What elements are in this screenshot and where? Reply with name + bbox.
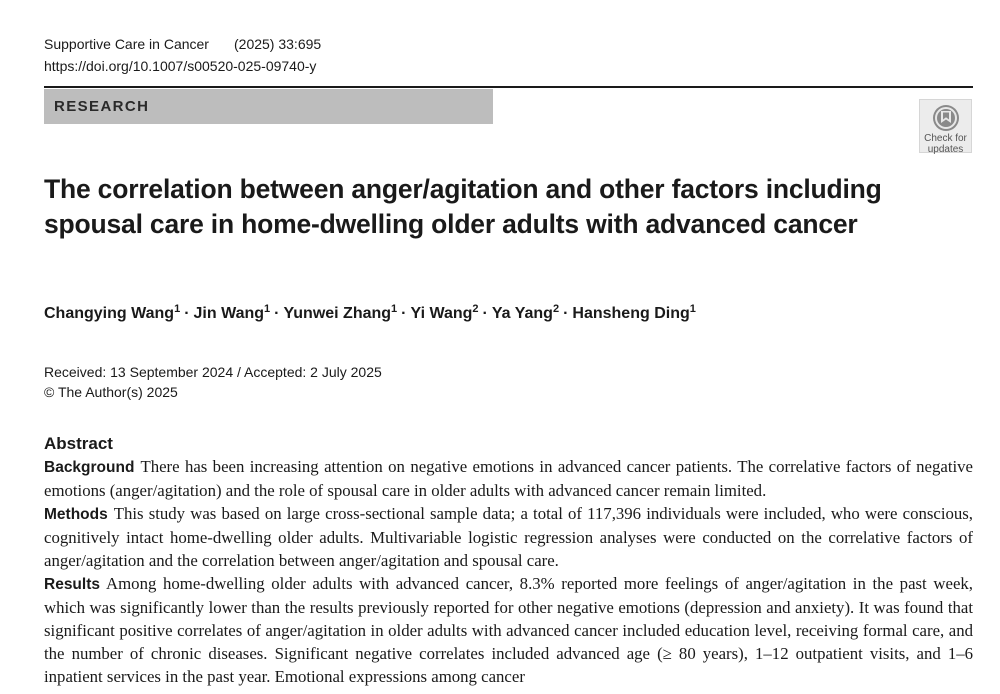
author-list <box>44 305 696 323</box>
check-for-updates-line2: updates <box>927 144 964 155</box>
author-separator: · <box>482 305 488 322</box>
abstract-background-label: Background <box>44 459 135 476</box>
author-name[interactable]: Yi Wang <box>410 305 473 322</box>
doi-link[interactable]: https://doi.org/10.1007/s00520-025-09740-y <box>44 58 317 74</box>
journal-name: Supportive Care in Cancer <box>44 36 209 52</box>
author-separator: · <box>563 305 569 322</box>
abstract-methods-label: Methods <box>44 506 108 523</box>
author-separator: · <box>184 305 190 322</box>
publication-dates <box>44 362 382 402</box>
author-separator: · <box>274 305 280 322</box>
abstract-background <box>44 455 973 502</box>
check-for-updates-line1: Check for <box>924 133 967 144</box>
abstract <box>44 433 973 688</box>
author-affiliation[interactable]: 1 <box>391 303 398 315</box>
author-affiliation[interactable]: 2 <box>552 303 560 315</box>
abstract-results <box>44 572 973 688</box>
author-name[interactable]: Changying Wang <box>44 305 175 322</box>
received-accepted-dates: Received: 13 September 2024 / Accepted: 2 July 2025 <box>44 364 382 380</box>
abstract-background-text: There has been increasing attention on negative emotions in advanced cancer patients. The correlative factors of negative emotions (anger/agitation) and the role of spousal care in older adults with advanced cancer remain limited. <box>44 457 973 500</box>
article-title: The correlation between anger/agitation and other factors including spousal care in home-dwelling older adults with advanced cancer <box>44 174 882 239</box>
header-rule <box>44 86 973 88</box>
author-affiliation[interactable]: 1 <box>689 303 696 315</box>
author-name[interactable]: Ya Yang <box>491 305 553 322</box>
abstract-results-label: Results <box>44 576 100 593</box>
abstract-results-text: Among home-dwelling older adults with advanced cancer, 8.3% reported more feelings of anger/agitation in the past week, which was significantly lower than the results previously reported for other negative emotions (depression and anxiety). It was found that significant positive correlates of anger/agitation in older adults with advanced cancer included education level, receiving formal care, and the number of chronic diseases. Significant negative correlates included advanced age (≥ 80 years), 1–12 outpatient visits, and 1–6 inpatient services in the past year. Emotional expressions among cancer <box>44 574 973 686</box>
author-affiliation[interactable]: 1 <box>264 303 271 315</box>
author-separator: · <box>401 305 407 322</box>
author-affiliation[interactable]: 1 <box>174 303 181 315</box>
abstract-methods-text: This study was based on large cross-sectional sample data; a total of 117,396 individuals were included, who were conscious, cognitively intact home-dwelling older adults. Multivariable logistic regression analyses were conducted on the correlative factors of anger/agitation and the correlation between anger/agitation and spousal care. <box>44 504 973 570</box>
check-for-updates-badge[interactable] <box>919 99 972 153</box>
copyright-notice: © The Author(s) 2025 <box>44 384 178 400</box>
citation: (2025) 33:695 <box>234 36 322 52</box>
article-type-band <box>44 89 493 124</box>
author-affiliation[interactable]: 2 <box>472 303 479 315</box>
author-name[interactable]: Hansheng Ding <box>572 305 690 322</box>
author-name[interactable]: Jin Wang <box>193 305 265 322</box>
abstract-methods <box>44 502 973 572</box>
abstract-heading: Abstract <box>44 434 113 453</box>
article-type-label: RESEARCH <box>54 98 150 115</box>
check-for-updates-icon <box>931 103 961 133</box>
author-name[interactable]: Yunwei Zhang <box>283 305 392 322</box>
